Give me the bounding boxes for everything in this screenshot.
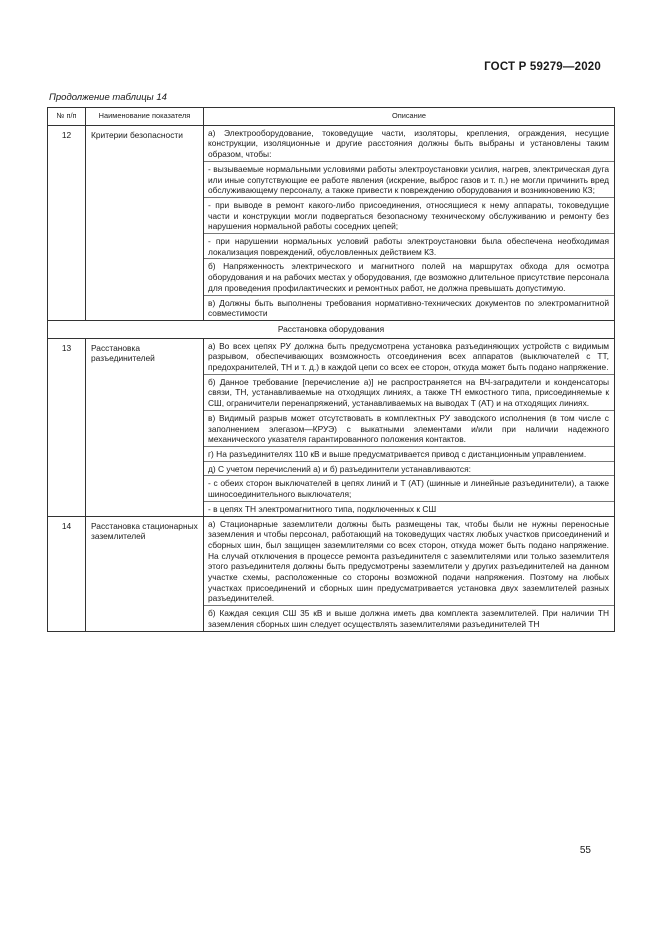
description-paragraph: в) Должны быть выполнены требования нормативно-технических документов по электромагнитной совместимости — [208, 297, 609, 319]
table-row — [48, 516, 615, 631]
description-paragraph: - при нарушении нормальных условий работы электроустановки была обеспечена необходимая локализация повреждений, обусловленных действием КЗ. — [204, 234, 614, 259]
document-code: ГОСТ Р 59279—2020 — [484, 61, 601, 73]
description-paragraph: а) Во всех цепях РУ должна быть предусмотрена установка разъединяющих устройств с видимым разрывом, обеспечивающих возможность отсоединения всех аппаратов (выключателей с ТТ, предохранителей, ТН и т. д.) в каждой цепи со всех ее сторон, откуда может быть подано напряжение. — [204, 339, 614, 375]
description-paragraph: - вызываемые нормальными условиями работы электроустановки усилия, нагрев, электрическая дуга или иные сопутствующие ее работе явления (искрение, выброс газов и т. п.) не могли причинить вред обслуживающему персоналу, а также привести к повреждению оборудования и возникновению КЗ; — [204, 162, 614, 198]
row-number: 13 — [48, 338, 86, 516]
description-cell — [204, 125, 615, 320]
column-header-number: № п/п — [48, 108, 86, 126]
table-caption: Продолжение таблицы 14 — [49, 92, 167, 103]
row-number: 12 — [48, 125, 86, 320]
section-row — [48, 320, 615, 338]
row-number: 14 — [48, 516, 86, 631]
description-paragraph: - в цепях ТН электромагнитного типа, подключенных к СШ — [208, 503, 437, 514]
description-paragraph: - с обеих сторон выключателей в цепях линий и Т (АТ) (шинные и линейные разъединители), а также шиносоединительного выключателя; — [204, 476, 614, 501]
description-paragraph: г) На разъединителях 110 кВ и выше предусматривается привод с дистанционным управлением. — [204, 447, 614, 462]
table-row — [48, 338, 615, 516]
table-header-row — [48, 108, 615, 126]
section-title: Расстановка оборудования — [48, 320, 615, 338]
description-paragraph: б) Напряженность электрического и магнитного полей на маршрутах обхода для осмотра оборудования и на рабочих местах у оборудования, где возможно длительное присутствие персонала для проведения профилактических и ремонтных работ, не должна превышать допустимую. — [204, 259, 614, 295]
description-paragraph: а) Электрооборудование, токоведущие части, изоляторы, крепления, ограждения, несущие конструкции, изоляционные и другие расстояния должны быть выбраны и установлены таким образом, чтобы: — [204, 126, 614, 162]
description-paragraph: - при выводе в ремонт какого-либо присоединения, относящиеся к нему аппараты, токоведущие части и конструкции могли подвергаться безопасному техническому обслуживанию и ремонту без нарушения нормальной работы соседних цепей; — [204, 198, 614, 234]
column-header-description: Описание — [204, 108, 615, 126]
table-row — [48, 125, 615, 320]
description-paragraph: д) С учетом перечислений а) и б) разъединители устанавливаются: — [204, 462, 614, 477]
column-header-name: Наименование показателя — [86, 108, 204, 126]
description-paragraph: б) Каждая секция СШ 35 кВ и выше должна иметь два комплекта заземлителей. При наличии ТН заземления сборных шин следует осуществлять заземлителями разъединителей ТН — [208, 608, 609, 629]
description-cell — [204, 516, 615, 631]
indicator-name: Критерии безопасности — [86, 125, 204, 320]
description-cell — [204, 338, 615, 516]
description-paragraph: а) Стационарные заземлители должны быть размещены так, чтобы были не нужны переносные заземления и чтобы персонал, работающий на токоведущих частях любых участков присоединений и сборных шин, был защищен заземлителями со всех сторон, откуда может быть подано напряжение. На случай отключения в процессе ремонта разъединителя с заземлителями или только заземлителя этого разъединителя должны быть предусмотрены заземлители у других разъединителей на данном участке схемы, расположенные со стороны возможной подачи напряжения. Поэтому на любых участках присоединений и сборных шин предусматривается установка двух заземлителей разных разъединителей. — [204, 517, 614, 607]
requirements-table — [47, 107, 615, 632]
description-paragraph: в) Видимый разрыв может отсутствовать в комплектных РУ заводского исполнения (в том числе с заполнением элегазом—КРУЭ) с выкатными элементами и/или при наличии надежного механического указателя гарантированного положения контактов. — [204, 411, 614, 447]
page-number: 55 — [579, 845, 591, 856]
indicator-name: Расстановка разъединителей — [86, 338, 204, 516]
indicator-name: Расстановка стационарных заземлителей — [86, 516, 204, 631]
description-paragraph: б) Данное требование [перечисление а)] не распространяется на ВЧ-заградители и конденсаторы связи, ТН, устанавливаемые на отходящих линиях, а также ТН емкостного типа, присоединяемые к СШ, ограничители перенапряжений, устанавливаемых на выводах Т (АТ) и на отходящих линиях. — [204, 375, 614, 411]
